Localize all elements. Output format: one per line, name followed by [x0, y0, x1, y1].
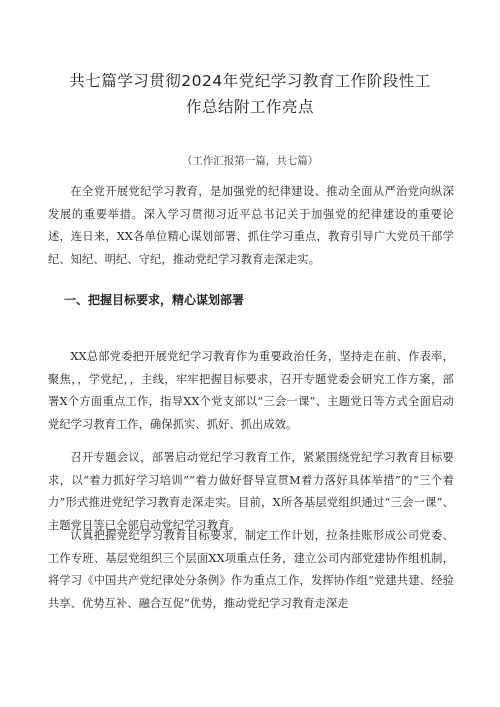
section-heading: 一、把握目标要求，精心谋划部署	[64, 293, 245, 307]
intro-paragraph: 在全党开展党纪学习教育，是加强党的纪律建设、推动全面从严治党向纵深发展的重要举措。深入学习贯彻习近平总书记关于加强党的纪律建设的重要论述，连日来，XX各单位精心谋划部署、抓住学习重点，教育引导广大党员干部学纪、知纪、明纪、守纪，推动党纪学习教育走深走实。	[48, 185, 454, 266]
document-title	[40, 68, 460, 120]
body-paragraph: 认真把握党纪学习教育目标要求，制定工作计划，拉条挂账形成公司党委、工作专班、基层党组织三个层面XX项重点任务，建立公司内部党建协作组机制，将学习《中国共产党纪律处分条例》作为重点工作，发挥协作组“党建共建、经验共享、优势互补、融合互促”优势，推动党纪学习教育走深走	[48, 529, 454, 610]
body-paragraph: 召开专题会议，部署启动党纪学习教育工作，紧紧围绕党纪学习教育目标要求，以“着力抓好学习培训”“着力做好督导宣贯M着力落好具体举措”的“三个着力”形式推进党纪学习教育走深走实。目前，X所各基层党组织通过“三会一课”、主题党日等已全部启动党纪学习教育。	[48, 451, 454, 532]
title-line-1: 共七篇学习贯彻2024年党纪学习教育工作阶段性工	[69, 72, 431, 90]
body-paragraph: XX总部党委把开展党纪学习教育作为重要政治任务，坚持走在前、作表率，聚焦，，学党纪，，主线，牢牢把握目标要求，召开专题党委会研究工作方案，部署X个方面重点工作，指导XX个党支部以“三会一课”、主题党日等方式全面启动党纪学习教育工作，确保抓实、抓好、抓出成效。	[48, 350, 454, 431]
title-line-2: 作总结附工作亮点	[185, 98, 314, 116]
document-subtitle: （工作汇报第一篇，共七篇）	[181, 155, 319, 167]
